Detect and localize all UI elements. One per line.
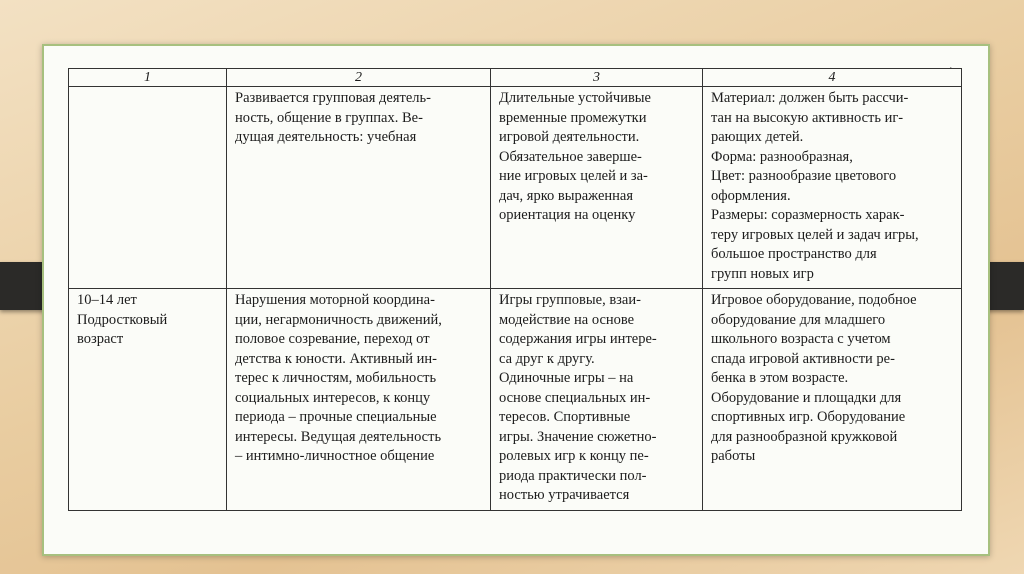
cell-game-activity: Длительные устойчивые временные промежутки игровой деятельности. Обязательное заверше- ние игровых целей и за- дач, ярко выраженная ориентация на оценку bbox=[491, 87, 703, 289]
column-header-4: 4 bbox=[703, 69, 962, 87]
table-row bbox=[69, 289, 962, 511]
slide-card bbox=[42, 44, 990, 556]
corner-mark: . bbox=[949, 58, 953, 73]
cell-game-activity: Игры групповые, взаи- модействие на основе содержания игры интере- са друг к другу. Одиночные игры – на основе специальных ин- тересов. Спортивные игры. Значение сюжетно- ролевых игр к концу пе- риода практически пол- ностью утрачивается bbox=[491, 289, 703, 511]
column-header-1: 1 bbox=[69, 69, 227, 87]
header-row bbox=[69, 69, 962, 87]
cell-equipment: Материал: должен быть рассчи- тан на высокую активность иг- рающих детей. Форма: разнообразная, Цвет: разнообразие цветового оформления. Размеры: соразмерность харак- теру игровых целей и задач игры, большое пространство для групп новых игр bbox=[703, 87, 962, 289]
cell-equipment: Игровое оборудование, подобное оборудование для младшего школьного возраста с учетом спада игровой активности ре- бенка в этом возрасте. Оборудование и площадки для спортивных игр. Оборудование для разнообразной кружковой работы bbox=[703, 289, 962, 511]
cell-age-group: 10–14 лет Подростковый возраст bbox=[69, 289, 227, 511]
cell-characteristics: Нарушения моторной координа- ции, негармоничность движений, половое созревание, переход от детства к юности. Активный ин- терес к личностям, мобильность социальных интересов, к концу периода – прочные специальные интересы. Ведущая деятельность – интимно-личностное общение bbox=[227, 289, 491, 511]
table-row bbox=[69, 87, 962, 289]
cell-characteristics: Развивается групповая деятель- ность, общение в группах. Ве- дущая деятельность: учебная bbox=[227, 87, 491, 289]
cell-age-group bbox=[69, 87, 227, 289]
age-games-table bbox=[68, 68, 962, 511]
column-header-3: 3 bbox=[491, 69, 703, 87]
column-header-2: 2 bbox=[227, 69, 491, 87]
